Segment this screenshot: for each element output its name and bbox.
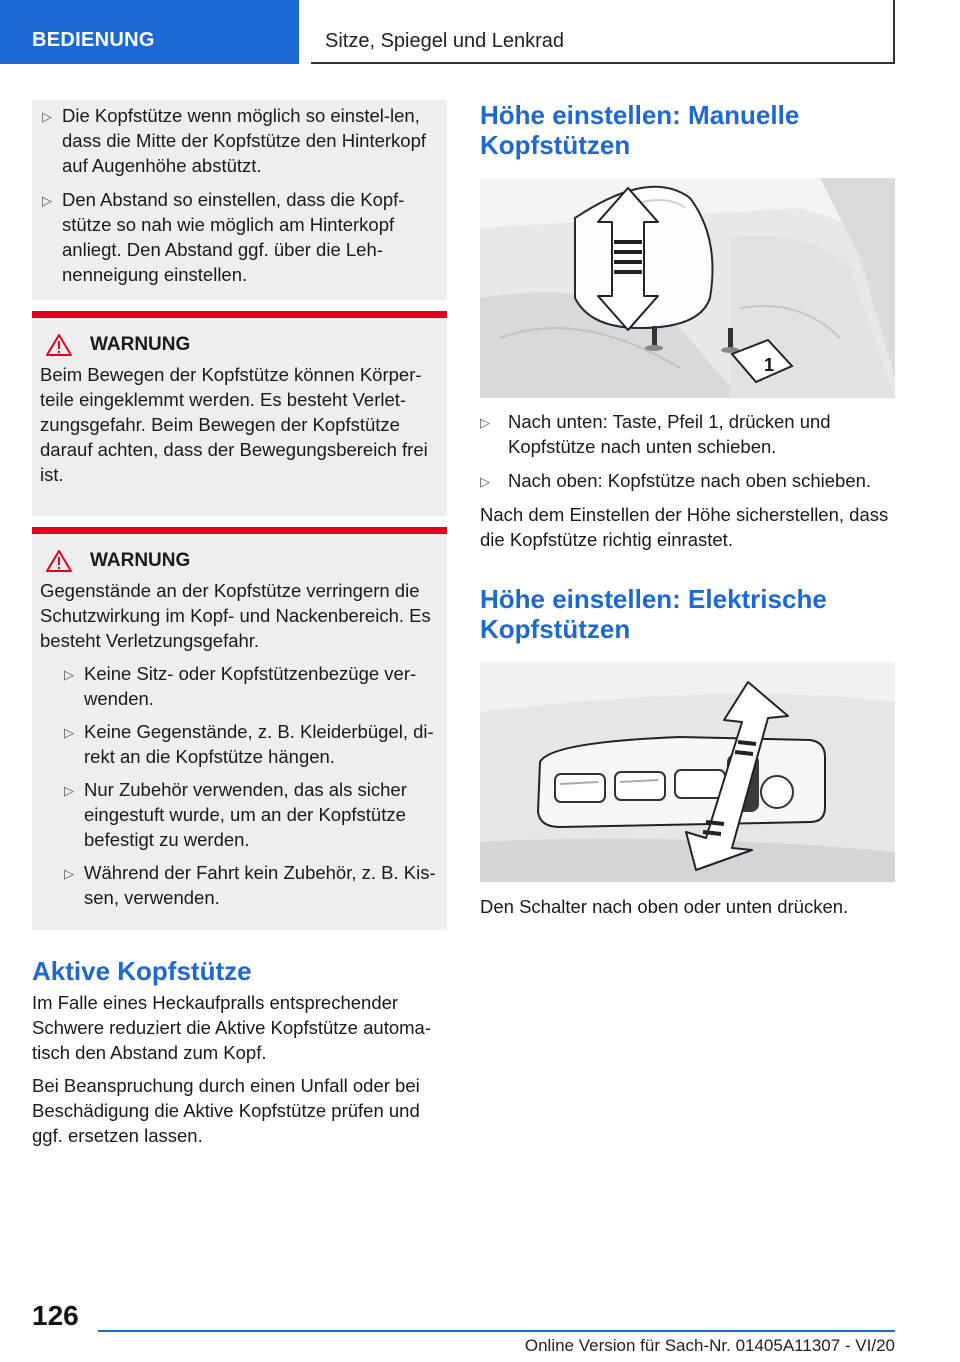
- bullet-triangle-icon: ▷: [42, 109, 52, 124]
- list-item: ▷ Den Abstand so einstellen, dass die Kopf-stütze so nah wie möglich am Hinterkopf anliegt. Den Abstand ggf. über die Leh-nenneigung einstellen.: [42, 189, 405, 285]
- seat-switch-illustration: [480, 662, 895, 882]
- warning-text: Gegenstände an der Kopfstütze verringern die Schutzwirkung im Kopf- und Nackenbereich. Es besteht Verletzungsgefahr.: [40, 580, 431, 651]
- warning-bar: [32, 311, 447, 318]
- bullet-triangle-icon: ▷: [64, 866, 74, 881]
- section-heading-active-headrest: Aktive Kopfstütze: [32, 956, 252, 986]
- warning-heading: WARNUNG: [40, 550, 439, 572]
- chapter-header: [311, 0, 895, 64]
- list-item: ▷ Nach unten: Taste, Pfeil 1, drücken und Kopfstütze nach unten schieben.: [480, 411, 831, 457]
- section-heading-electric: Höhe einstellen: Elektrische Kopfstützen: [480, 584, 827, 644]
- warning-triangle-icon: [46, 334, 72, 356]
- warning-text: Beim Bewegen der Kopfstütze können Körper-teile eingeklemmt werden. Es besteht Verlet-zungsgefahr. Beim Bewegen der Kopfstütze darauf achten, dass der Bewegungsbereich frei ist.: [40, 364, 428, 485]
- figure-caption: Den Schalter nach oben oder unten drücken.: [480, 896, 849, 917]
- warning-bar: [32, 527, 447, 534]
- paragraph: Im Falle eines Heckaufpralls entsprechender Schwere reduziert die Aktive Kopfstütze automa-tisch den Abstand zum Kopf.: [32, 992, 431, 1063]
- figure-manual-headrest: [480, 178, 895, 398]
- warning-box: [32, 311, 447, 516]
- paragraph: Nach dem Einstellen der Höhe sicherstellen, dass die Kopfstütze richtig einrastet.: [480, 504, 889, 550]
- section-heading-manual: Höhe einstellen: Manuelle Kopfstützen: [480, 100, 800, 160]
- section-tab: BEDIENUNG: [0, 0, 299, 64]
- list-item: ▷ Nur Zubehör verwenden, das als sicher eingestuft wurde, um an der Kopfstütze befestigt zu werden.: [64, 779, 407, 850]
- bullet-triangle-icon: ▷: [64, 783, 74, 798]
- list-item: ▷ Keine Gegenstände, z. B. Kleiderbügel, di-rekt an die Kopfstütze hängen.: [64, 721, 434, 767]
- bullet-triangle-icon: ▷: [480, 474, 490, 489]
- paragraph: Bei Beanspruchung durch einen Unfall oder bei Beschädigung die Aktive Kopfstütze prüfen und ggf. ersetzen lassen.: [32, 1075, 420, 1146]
- online-version-note: Online Version für Sach-Nr. 01405A11307 - VI/20: [524, 1336, 895, 1355]
- warning-heading: WARNUNG: [40, 334, 439, 356]
- bullet-triangle-icon: ▷: [480, 415, 490, 430]
- headrest-illustration: [480, 178, 895, 398]
- list-item: ▷ Keine Sitz- oder Kopfstützenbezüge ver-wenden.: [64, 663, 417, 709]
- footer-rule: [98, 1330, 895, 1332]
- tips-box: [32, 100, 447, 300]
- bullet-triangle-icon: ▷: [42, 193, 52, 208]
- page-number: 126: [32, 1300, 79, 1331]
- right-column: [480, 100, 895, 919]
- bullet-triangle-icon: ▷: [64, 725, 74, 740]
- warning-triangle-icon: [46, 550, 72, 572]
- chapter-title: Sitze, Spiegel und Lenkrad: [325, 30, 565, 52]
- left-column: [32, 100, 447, 1148]
- figure-electric-switch: [480, 662, 895, 882]
- bullet-triangle-icon: ▷: [64, 667, 74, 682]
- list-item: ▷ Nach oben: Kopfstütze nach oben schieben.: [480, 468, 895, 494]
- figure-callout-label: 1: [764, 355, 775, 375]
- list-item: ▷ Die Kopfstütze wenn möglich so einstel-len, dass die Mitte der Kopfstütze den Hinterkopf auf Augenhöhe abstützt.: [42, 105, 427, 176]
- list-item: ▷ Während der Fahrt kein Zubehör, z. B. Kis-sen, verwenden.: [64, 862, 436, 908]
- warning-box: [32, 527, 447, 930]
